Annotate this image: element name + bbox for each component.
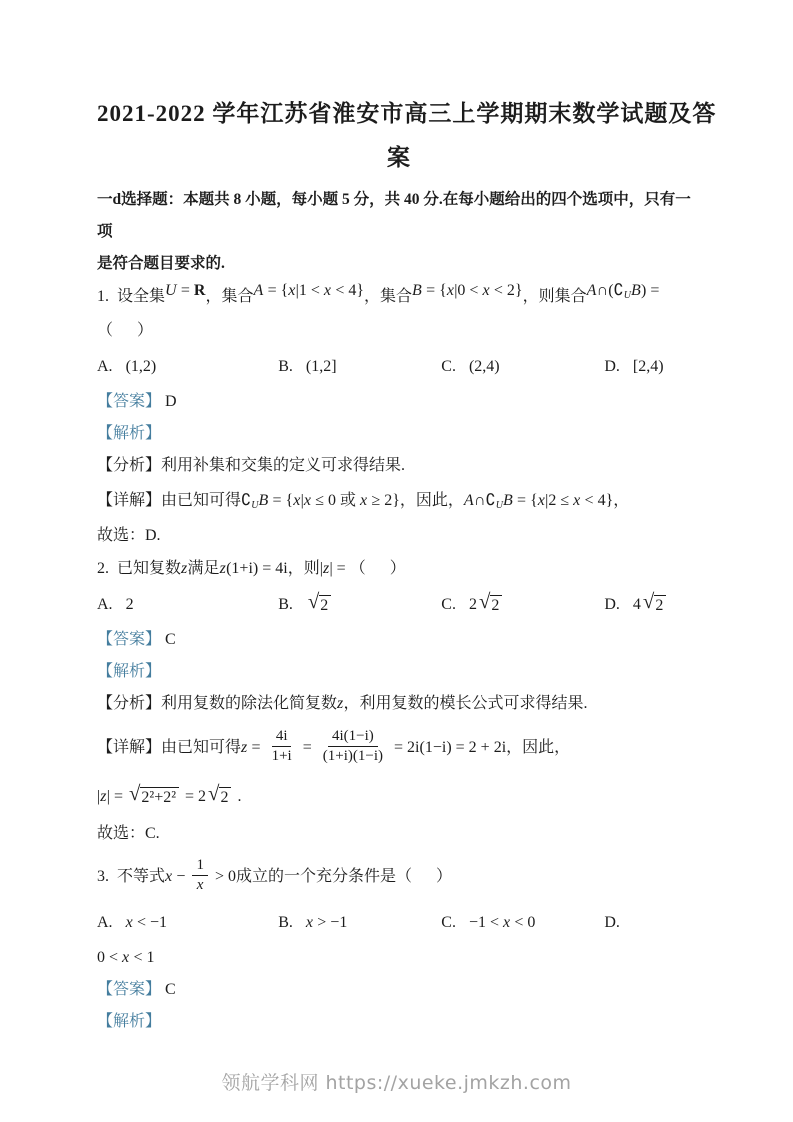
answer-label: 【答案】 xyxy=(97,631,162,648)
question-2-option-c xyxy=(441,586,604,624)
question-3-option-d xyxy=(604,904,701,942)
document-title xyxy=(97,92,717,180)
question-1-option-d xyxy=(604,348,701,386)
question-3-option-b xyxy=(278,904,441,942)
sqrt-radical: √ 2²+2² xyxy=(129,787,179,808)
option-label: A. xyxy=(97,358,113,375)
question-1-analysis: 【分析】利用补集和交集的定义可求得结果. xyxy=(97,457,406,474)
sqrt-radical: √ 2 xyxy=(479,595,502,616)
option-label: B. xyxy=(278,358,293,375)
option-value: 2 √ 2 xyxy=(469,586,504,624)
questions-container xyxy=(97,280,701,1038)
question-2-option-b xyxy=(278,586,441,624)
option-value xyxy=(306,586,333,624)
section-intro-line-2: 是符合题目要求的. xyxy=(97,255,225,272)
explain-label: 【解析】 xyxy=(97,1013,162,1030)
question-1-options-row xyxy=(97,348,701,386)
question-1-option-c xyxy=(441,348,604,386)
option-label: A. xyxy=(97,914,113,931)
option-value: (1,2) xyxy=(125,358,157,375)
question-3-option-a xyxy=(97,904,278,942)
question-1-option-b xyxy=(278,348,441,386)
option-value: 4 √ 2 xyxy=(633,586,668,624)
section-intro-line-1: 一d选择题：本题共 8 小题，每小题 5 分，共 40 分.在每小题给出的四个选项中，只有一项 xyxy=(97,191,691,240)
question-1-answer xyxy=(97,386,701,418)
option-value: 2 xyxy=(125,596,134,613)
option-label: D. xyxy=(604,358,620,375)
question-1-conclusion: 故选：D. xyxy=(97,527,161,544)
answer-value: D xyxy=(161,393,177,410)
option-value: (1,2] xyxy=(305,358,337,375)
option-label: D. xyxy=(604,914,620,931)
question-1-detail-line-1: 【详解】由已知可得$∁_UB = \{x|x \le 0$ 或 x ≥ 2}，因此，$A\cap∁_UB = \{x|2 \le x < 4\}$， xyxy=(97,492,630,511)
option-label: C. xyxy=(441,358,456,375)
option-value: x < −1 xyxy=(125,914,168,931)
question-2-detail-line-2: |z| = √ 2²+2² = 2 √ 2 . xyxy=(97,782,242,806)
question-1-stem-line-2: （ ） xyxy=(97,322,154,339)
question-3-explain-label xyxy=(97,1006,701,1038)
document-content xyxy=(97,92,717,1038)
option-label: D. xyxy=(604,596,620,613)
answer-label: 【答案】 xyxy=(97,981,162,998)
option-value: [2,4) xyxy=(632,358,664,375)
option-value: (2,4) xyxy=(468,358,500,375)
question-2-option-d xyxy=(604,586,701,624)
footer-watermark: 领航学科网 https://xueke.jmkzh.com xyxy=(221,1072,572,1094)
question-2-conclusion: 故选：C. xyxy=(97,825,160,842)
question-2-answer xyxy=(97,624,701,656)
option-label: C. xyxy=(441,914,456,931)
question-3-answer xyxy=(97,974,701,1006)
sqrt-radical: √ 2 xyxy=(643,595,666,616)
question-1-stem-line-1: 1. 设全集U = R，集合A = {x|1 < x < 4}，集合B = {x|0 < x < 2}，则集合$A\cap(∁_UB)$ = xyxy=(97,282,660,305)
sqrt-radical: √ 2 xyxy=(208,787,231,808)
document-title-line-2: 案 xyxy=(387,145,411,170)
explain-label: 【解析】 xyxy=(97,663,162,680)
question-1-explain-label xyxy=(97,418,701,450)
option-label: C. xyxy=(441,596,456,613)
question-3-stem-line-1: 3. 不等式x − $\frac{1}{x}$ > 0成立的一个充分条件是（ ） xyxy=(97,857,452,893)
document-title-line-1: 2021-2022 学年江苏省淮安市高三上学期期末数学试题及答 xyxy=(97,101,717,126)
sqrt-radical: √ 2 xyxy=(308,595,331,616)
question-2-options-row xyxy=(97,586,701,624)
explain-label: 【解析】 xyxy=(97,425,162,442)
question-1-option-a xyxy=(97,348,278,386)
question-2-analysis: 【分析】利用复数的除法化简复数z，利用复数的模长公式可求得结果. xyxy=(97,695,588,712)
answer-label: 【答案】 xyxy=(97,393,162,410)
question-2-option-a xyxy=(97,586,278,624)
option-value: x > −1 xyxy=(305,914,348,931)
question-3-option-c xyxy=(441,904,604,942)
option-label: B. xyxy=(278,596,293,613)
question-2-stem-line-1: 2. 已知复数z满足z(1+i) = 4i，则|z| = （ ） xyxy=(97,560,406,577)
answer-value: C xyxy=(161,631,176,648)
option-value: −1 < x < 0 xyxy=(468,914,536,931)
option-label: A. xyxy=(97,596,113,613)
question-2-detail-line-1: 【详解】由已知可得z = $\frac{4i}{1+i}$ = $\frac{4i(1-i)}{(1+i)(1-i)}$ = 2i(1−i) = 2 + 2i，因此， xyxy=(97,728,571,764)
option-label: B. xyxy=(278,914,293,931)
question-3-option-d-wrap: 0 < x < 1 xyxy=(97,949,155,966)
question-2-explain-label xyxy=(97,656,701,688)
question-3-options-row xyxy=(97,904,701,942)
answer-value: C xyxy=(161,981,176,998)
